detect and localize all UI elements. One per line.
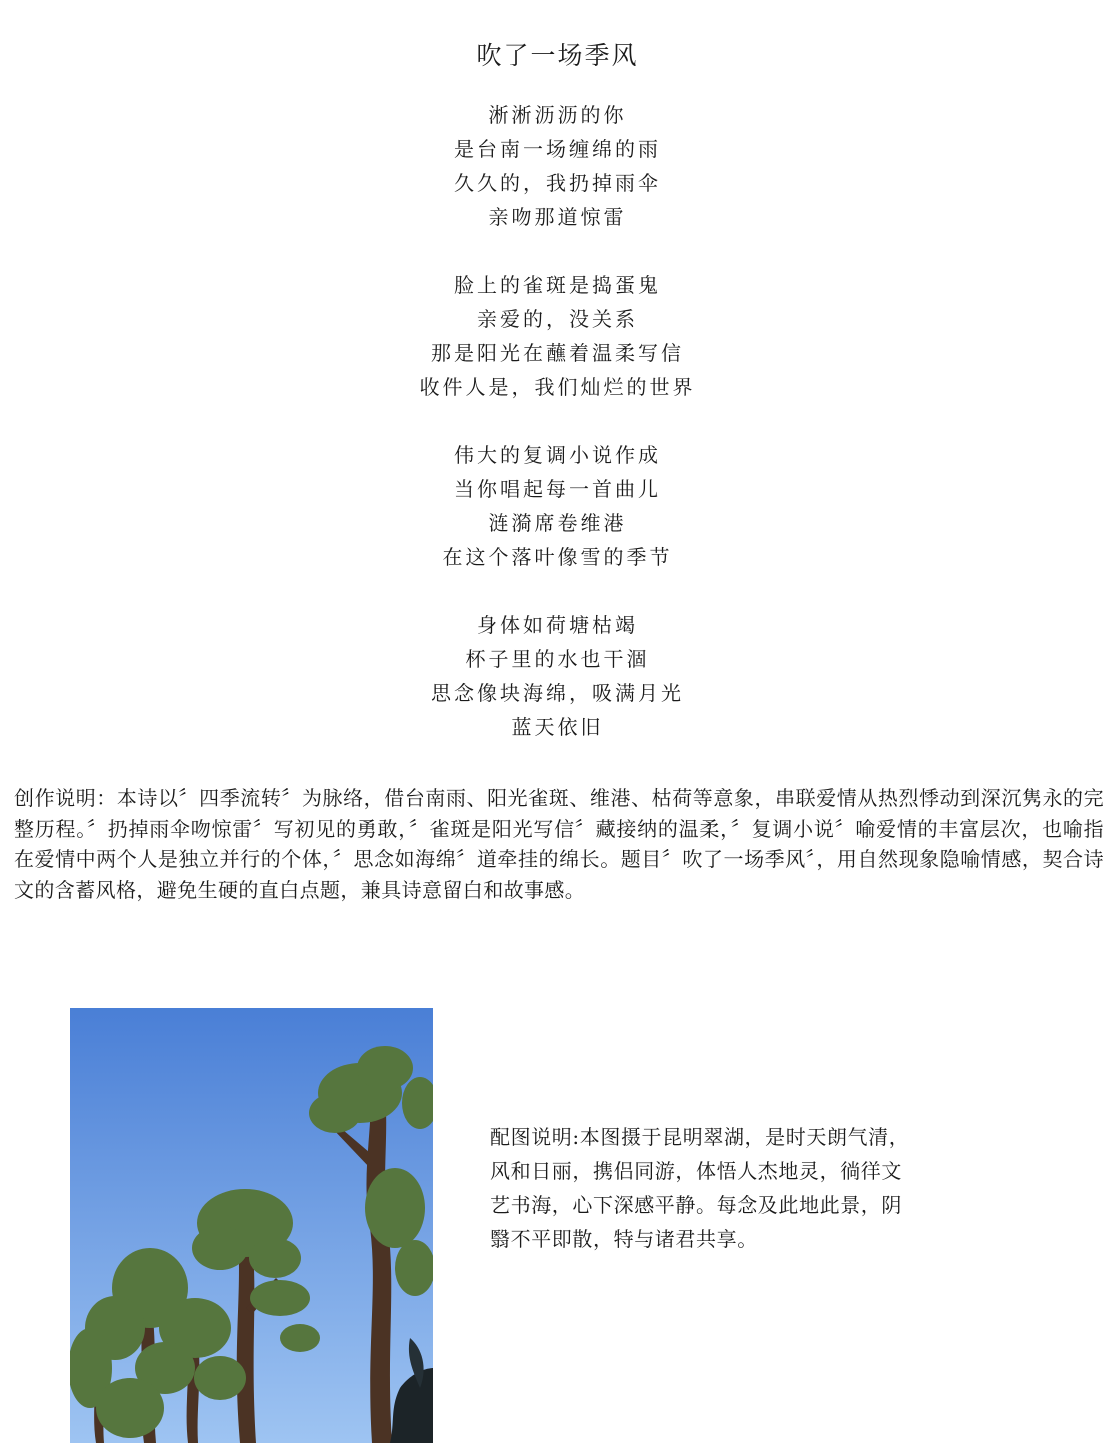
stanza xyxy=(0,268,1115,404)
poem-line: 淅淅沥沥的你 xyxy=(488,103,627,127)
poem-line: 是台南一场缠绵的雨 xyxy=(454,137,661,161)
poem-line: 亲爱的，没关系 xyxy=(477,307,638,331)
photo-caption: 配图说明:本图摄于昆明翠湖，是时天朗气清，风和日丽，携侣同游，体悟人杰地灵，徜徉文艺书海，心下深感平静。每念及此地此景，阴翳不平即散，特与诸君共享。 xyxy=(490,1125,910,1251)
poem-line: 当你唱起每一首曲儿 xyxy=(454,477,661,501)
stanza xyxy=(0,608,1115,744)
photo-illustration xyxy=(70,1008,433,1443)
poem-line: 蓝天依旧 xyxy=(511,715,604,739)
poem-line: 涟漪席卷维港 xyxy=(488,511,627,535)
poem-title: 吹了一场季风 xyxy=(476,41,639,70)
poem-line: 思念像块海绵，吸满月光 xyxy=(431,681,684,705)
stanza xyxy=(0,98,1115,234)
poem-line: 久久的，我扔掉雨伞 xyxy=(454,171,661,195)
creation-explanation: 创作说明：本诗以〞四季流转〞为脉络，借台南雨、阳光雀斑、维港、枯荷等意象，串联爱情从热烈悸动到深沉隽永的完整历程。〞扔掉雨伞吻惊雷〞写初见的勇敢，〞雀斑是阳光写信〞藏接纳的温柔，〞复调小说〞喻爱情的丰富层次，也喻指在爱情中两个人是独立并行的个体，〞思念如海绵〞道牵挂的绵长。题目〞吹了一场季风〞，用自然现象隐喻情感，契合诗文的含蓄风格，避免生硬的直白点题，兼具诗意留白和故事感。 xyxy=(14,786,1104,902)
poem-line: 收件人是，我们灿烂的世界 xyxy=(419,375,696,399)
poem-line: 脸上的雀斑是捣蛋鬼 xyxy=(454,273,661,297)
poem-body xyxy=(0,98,1115,778)
poem-line: 在这个落叶像雪的季节 xyxy=(442,545,673,569)
poem-line: 那是阳光在蘸着温柔写信 xyxy=(431,341,684,365)
poem-line: 亲吻那道惊雷 xyxy=(488,205,627,229)
poem-line: 杯子里的水也干涸 xyxy=(465,647,650,671)
poem-line: 身体如荷塘枯竭 xyxy=(477,613,638,637)
photo-trees-against-sky xyxy=(70,1008,433,1443)
stanza xyxy=(0,438,1115,574)
poem-line: 伟大的复调小说作成 xyxy=(454,443,661,467)
